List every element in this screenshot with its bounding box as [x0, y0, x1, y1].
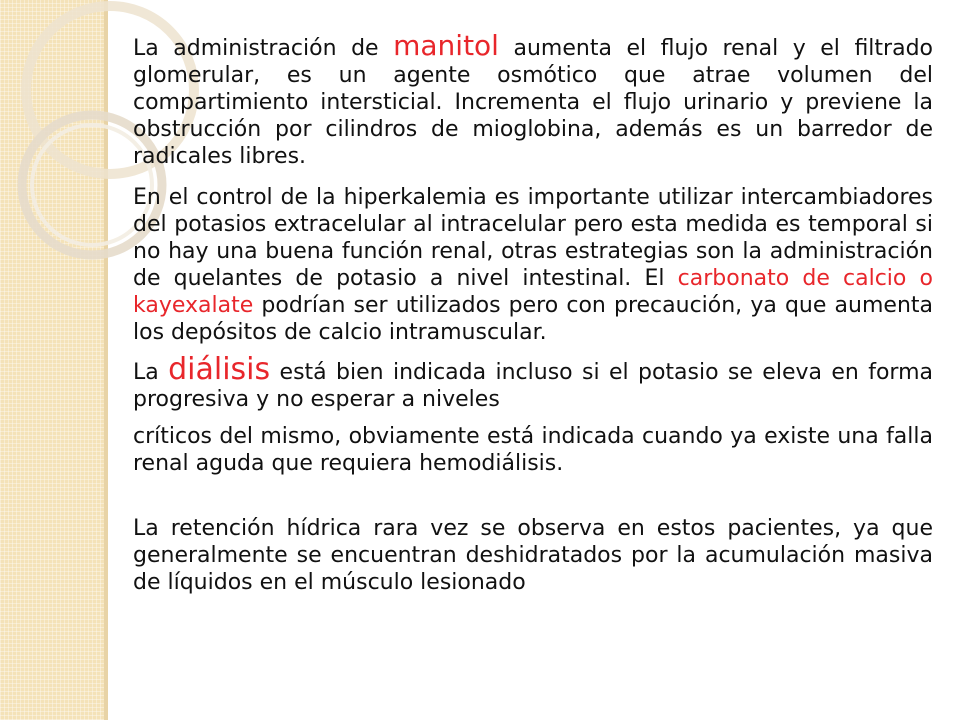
paragraph-dialisis: [133, 352, 934, 413]
paragraph-dialisis-post: está bien indicada incluso si el potasio se eleva en forma progresiva y no esperar a niveles: [133, 360, 934, 412]
paragraph-manitol: [133, 29, 933, 170]
slide-body: [133, 29, 934, 596]
paragraph-hiperkalemia-post: podrían ser utilizados pero con precaución, ya que aumenta los depósitos de calcio intramuscular.: [133, 293, 933, 345]
paragraph-manitol-pre: La administración de: [133, 36, 394, 61]
paragraph-criticos: críticos del mismo, obviamente está indicada cuando ya existe una falla renal aguda que requiera hemodiálisis.: [133, 424, 933, 476]
paragraph-hiperkalemia: [133, 184, 933, 346]
paragraph-manitol-post: aumenta el flujo renal y el filtrado glomerular, es un agente osmótico que atrae volumen del compartimiento intersticial. Incrementa el flujo urinario y previene la obstrucción por cilindros de mioglobina, además es un barredor de radicales libres.: [133, 36, 933, 169]
paragraph-retencion: La retención hídrica rara vez se observa en estos pacientes, ya que generalmente se encuentran deshidratados por la acumulación masiva de líquidos en el músculo lesionado: [133, 516, 933, 595]
highlight-dialisis: diálisis: [168, 352, 271, 387]
paragraph-dialisis-pre: La: [133, 360, 169, 385]
highlight-manitol: manitol: [393, 29, 499, 62]
highlight-carbonato: carbonato de calcio o kayexalate: [133, 266, 934, 318]
paragraph-hiperkalemia-pre: En el control de la hiperkalemia es importante utilizar intercambiadores del potasios extracelular al intracelular pero esta medida es temporal si no hay una buena función renal, otras estrategias son la administración de quelantes de potasio a nivel intestinal. El: [133, 185, 933, 291]
